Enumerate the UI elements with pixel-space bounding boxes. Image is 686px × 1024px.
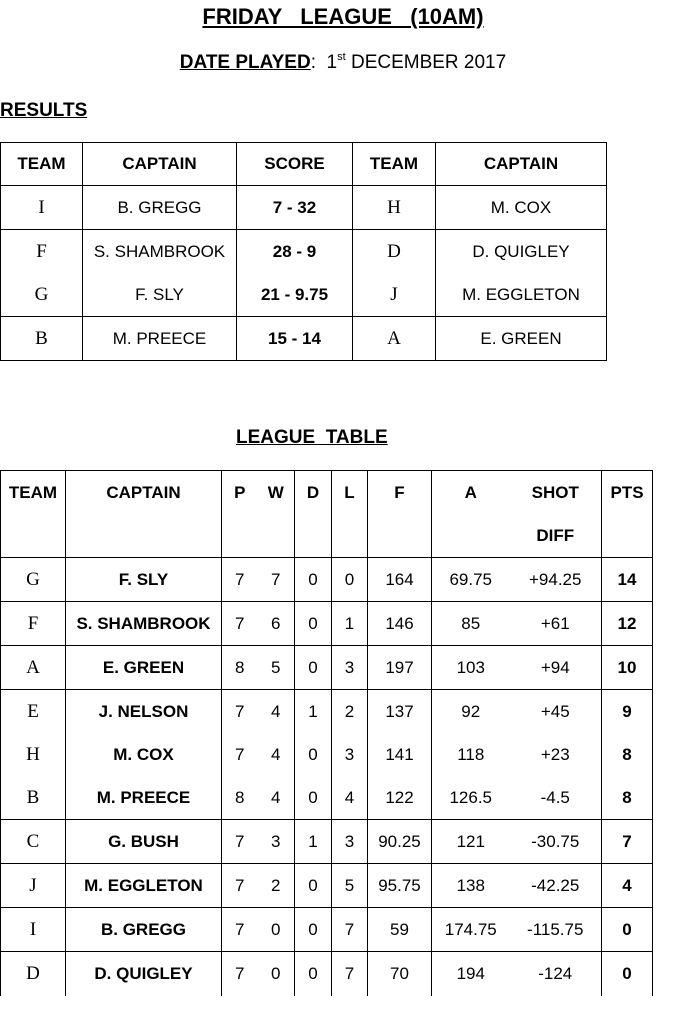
- league-lost: 1: [332, 602, 368, 646]
- league-lost: 4: [332, 776, 368, 820]
- league-captain: M. PREECE: [66, 776, 222, 820]
- results-captain1: B. GREGG: [83, 186, 237, 230]
- league-for: 137: [368, 690, 432, 734]
- league-points: 4: [602, 864, 653, 908]
- results-captain1: S. SHAMBROOK: [83, 230, 237, 274]
- league-won: 5: [258, 646, 295, 690]
- league-team: H: [26, 743, 40, 765]
- results-col-team1: TEAM: [1, 143, 83, 186]
- league-row: [1, 864, 653, 908]
- league-lost: 0: [332, 558, 368, 602]
- league-for: 164: [368, 558, 432, 602]
- league-played: 7: [222, 952, 258, 997]
- results-row: [1, 186, 607, 230]
- results-team1: B: [1, 317, 83, 361]
- league-played: 8: [222, 646, 258, 690]
- league-captain: J. NELSON: [66, 690, 222, 734]
- results-row: [1, 230, 607, 274]
- league-captain: F. SLY: [66, 558, 222, 602]
- results-captain2: M. COX: [436, 186, 607, 230]
- league-captain: S. SHAMBROOK: [66, 602, 222, 646]
- league-played: 7: [222, 733, 258, 776]
- results-score: 7 - 32: [237, 186, 353, 230]
- league-col-against: A: [432, 471, 510, 558]
- league-col-shot-diff: [510, 471, 602, 558]
- league-against: 118: [432, 733, 510, 776]
- league-drawn: 0: [295, 908, 332, 952]
- league-shot-diff: +94: [510, 646, 602, 690]
- results-captain2: E. GREEN: [436, 317, 607, 361]
- league-against: 174.75: [432, 908, 510, 952]
- league-shot-diff: -124: [538, 964, 573, 983]
- league-row: [1, 690, 653, 734]
- league-drawn: 0: [295, 952, 332, 997]
- league-shot-diff: +61: [510, 602, 602, 646]
- results-score: 21 - 9.75: [237, 273, 353, 317]
- league-for: 95.75: [368, 864, 432, 908]
- league-col-diff-label: DIFF: [536, 526, 575, 545]
- league-col-played: P: [222, 471, 258, 558]
- results-col-team2: TEAM: [353, 143, 436, 186]
- league-won: 2: [258, 864, 295, 908]
- league-won: 0: [258, 908, 295, 952]
- league-captain: B. GREGG: [66, 908, 222, 952]
- league-row: [1, 952, 653, 997]
- league-drawn: 0: [295, 864, 332, 908]
- league-row: [1, 908, 653, 952]
- league-row: [1, 558, 653, 602]
- results-captain1: F. SLY: [83, 273, 237, 317]
- league-shot-diff: +45: [540, 701, 570, 721]
- league-drawn: 0: [295, 776, 332, 820]
- league-points: 9: [602, 690, 653, 734]
- league-shot-diff: -42.25: [510, 864, 602, 908]
- league-team: G: [1, 558, 66, 602]
- league-lost: 3: [332, 820, 368, 864]
- date-played-label: DATE PLAYED: [179, 52, 311, 73]
- league-team: A: [1, 646, 66, 690]
- league-points: 12: [602, 602, 653, 646]
- results-score: 28 - 9: [237, 230, 353, 274]
- league-drawn: 0: [295, 646, 332, 690]
- league-played: 8: [222, 776, 258, 820]
- results-team2: H: [353, 186, 436, 230]
- league-team: F: [1, 602, 66, 646]
- league-for: 197: [368, 646, 432, 690]
- results-captain2: M. EGGLETON: [436, 273, 607, 317]
- league-against: 85: [432, 602, 510, 646]
- results-team2: D: [353, 230, 436, 274]
- league-team: C: [1, 820, 66, 864]
- league-played: 7: [222, 820, 258, 864]
- date-suffix: st: [337, 51, 346, 63]
- league-points: 0: [602, 952, 653, 997]
- date-day: 1: [326, 52, 338, 73]
- league-lost: 3: [332, 646, 368, 690]
- league-against: 194: [432, 952, 510, 997]
- league-table: [0, 470, 653, 996]
- league-lost: 5: [332, 864, 368, 908]
- league-against: 103: [432, 646, 510, 690]
- league-captain: M. COX: [66, 733, 222, 776]
- league-won: 4: [271, 701, 281, 721]
- league-won: 6: [258, 602, 295, 646]
- league-points: 0: [602, 908, 653, 952]
- league-drawn: 0: [295, 602, 332, 646]
- league-points: 10: [602, 646, 653, 690]
- league-shot-diff: -30.75: [510, 820, 602, 864]
- league-col-captain: CAPTAIN: [66, 471, 222, 558]
- results-team1: I: [1, 186, 83, 230]
- league-team: B: [1, 776, 66, 820]
- league-shot-diff: +94.25: [510, 558, 602, 602]
- results-row: [1, 273, 607, 317]
- league-table-heading: LEAGUE TABLE: [236, 427, 388, 448]
- league-played: 7: [222, 558, 258, 602]
- league-captain: E. GREEN: [66, 646, 222, 690]
- league-points: 8: [602, 733, 653, 776]
- results-captain1: M. PREECE: [83, 317, 237, 361]
- league-drawn: 0: [295, 558, 332, 602]
- league-shot-diff: -115.75: [510, 908, 602, 952]
- page-title: FRIDAY LEAGUE (10AM): [202, 4, 484, 29]
- league-col-points: PTS: [602, 471, 653, 558]
- results-col-score: SCORE: [237, 143, 353, 186]
- date-played-line: DATE PLAYED: 1st DECEMBER 2017: [179, 51, 507, 73]
- league-lost: 7: [332, 908, 368, 952]
- league-row: [1, 602, 653, 646]
- league-drawn: 1: [295, 820, 332, 864]
- league-shot-diff: +23: [540, 744, 570, 764]
- league-won: 4: [258, 776, 295, 820]
- results-col-captain1: CAPTAIN: [83, 143, 237, 186]
- league-drawn: 1: [295, 690, 332, 734]
- results-team1: F: [1, 230, 83, 274]
- league-shot-diff: -4.5: [510, 776, 602, 820]
- league-for: 90.25: [368, 820, 432, 864]
- league-team: E: [27, 700, 39, 722]
- league-col-lost: L: [332, 471, 368, 558]
- league-points: 8: [602, 776, 653, 820]
- results-team1: G: [1, 273, 83, 317]
- league-for: 141: [368, 733, 432, 776]
- league-against: 69.75: [432, 558, 510, 602]
- results-team2: J: [353, 273, 436, 317]
- league-played: 7: [222, 864, 258, 908]
- league-played: 7: [222, 690, 258, 734]
- league-drawn: 0: [295, 733, 332, 776]
- league-captain: M. EGGLETON: [66, 864, 222, 908]
- league-lost: 3: [332, 733, 368, 776]
- league-against: 126.5: [432, 776, 510, 820]
- league-captain: D. QUIGLEY: [66, 952, 222, 997]
- league-col-team: TEAM: [1, 471, 66, 558]
- league-for: 122: [368, 776, 432, 820]
- league-points: 14: [602, 558, 653, 602]
- date-rest: DECEMBER 2017: [345, 52, 507, 73]
- results-table: [0, 142, 607, 361]
- league-col-won: W: [258, 471, 295, 558]
- league-col-drawn: D: [295, 471, 332, 558]
- league-for: 70: [368, 952, 432, 997]
- results-col-captain2: CAPTAIN: [436, 143, 607, 186]
- league-played: 7: [222, 602, 258, 646]
- results-row: [1, 317, 607, 361]
- league-won: 3: [258, 820, 295, 864]
- league-team: D: [26, 963, 40, 984]
- results-captain2: D. QUIGLEY: [436, 230, 607, 274]
- league-team: J: [1, 864, 66, 908]
- league-col-for: F: [368, 471, 432, 558]
- results-score: 15 - 14: [237, 317, 353, 361]
- results-header-row: [1, 143, 607, 186]
- league-lost: 2: [332, 690, 368, 734]
- league-played: 7: [222, 908, 258, 952]
- league-points: 7: [602, 820, 653, 864]
- league-header-row: [1, 471, 653, 558]
- league-row: [1, 776, 653, 820]
- league-lost: 7: [332, 952, 368, 997]
- league-won: 7: [258, 558, 295, 602]
- league-against: 138: [432, 864, 510, 908]
- league-for: 59: [368, 908, 432, 952]
- league-row: [1, 646, 653, 690]
- league-against: 92: [432, 690, 510, 734]
- league-row: [1, 733, 653, 776]
- league-against: 121: [432, 820, 510, 864]
- league-won: 0: [271, 964, 281, 983]
- league-captain: G. BUSH: [66, 820, 222, 864]
- league-row: [1, 820, 653, 864]
- results-heading: RESULTS: [0, 100, 88, 121]
- results-team2: A: [353, 317, 436, 361]
- league-won: 4: [271, 744, 281, 764]
- league-for: 146: [368, 602, 432, 646]
- league-col-shot-label: SHOT: [531, 483, 579, 502]
- league-team: I: [1, 908, 66, 952]
